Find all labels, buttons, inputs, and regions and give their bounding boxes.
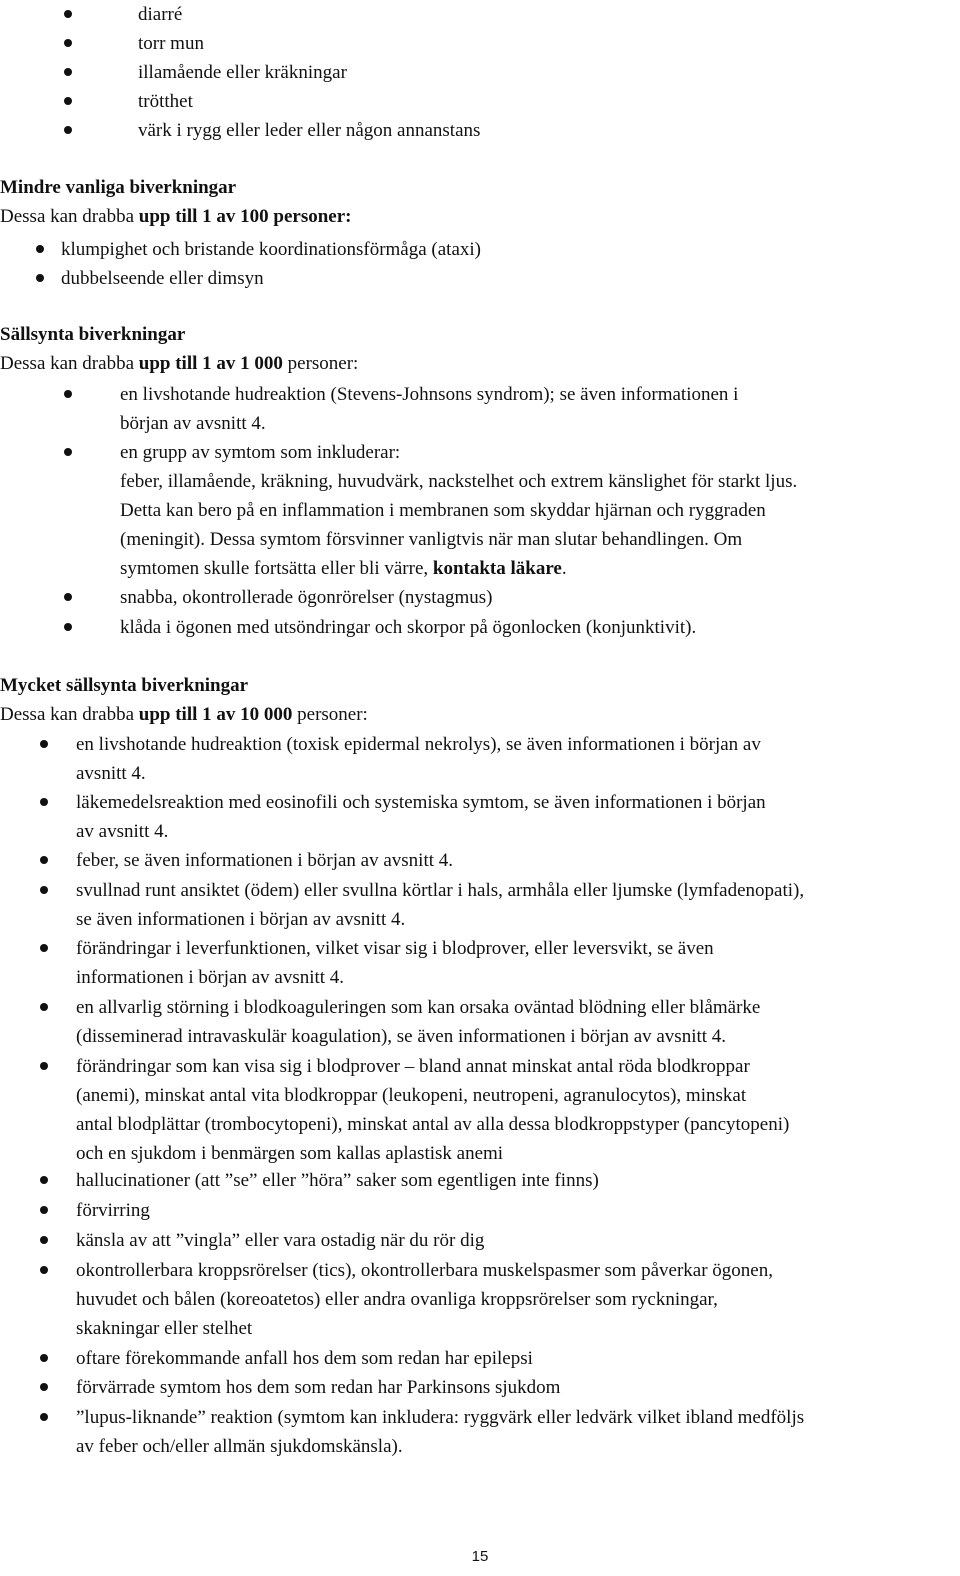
bullet — [40, 1206, 48, 1214]
very-rare-intro: Dessa kan drabba upp till 1 av 10 000 personer: — [0, 704, 368, 725]
page-number: 15 — [471, 1548, 489, 1565]
bullet — [40, 944, 48, 952]
rare-heading: Sällsynta biverkningar — [0, 324, 186, 345]
bullet — [40, 1003, 48, 1011]
bullet — [40, 1236, 48, 1244]
uncommon-heading: Mindre vanliga biverkningar — [0, 177, 237, 198]
bullet — [64, 68, 72, 76]
bullet — [64, 390, 72, 398]
bullet — [40, 740, 48, 748]
bullet — [64, 593, 72, 601]
bullet — [64, 97, 72, 105]
bullet — [36, 274, 44, 282]
bullet — [40, 1413, 48, 1421]
very-rare-heading: Mycket sällsynta biverkningar — [0, 675, 249, 696]
bullet — [40, 1354, 48, 1362]
bullet — [40, 856, 48, 864]
uncommon-intro: Dessa kan drabba upp till 1 av 100 personer: — [0, 206, 352, 227]
bullet — [64, 623, 72, 631]
bullet — [36, 245, 44, 253]
bullet — [64, 10, 72, 18]
bullet — [64, 448, 72, 456]
bullet — [40, 1062, 48, 1070]
bullet — [40, 886, 48, 894]
bullet — [40, 1383, 48, 1391]
bullet — [40, 1176, 48, 1184]
bullet — [40, 1266, 48, 1274]
bullet — [64, 39, 72, 47]
rare-intro: Dessa kan drabba upp till 1 av 1 000 personer: — [0, 353, 359, 374]
bullet — [40, 798, 48, 806]
bullet — [64, 126, 72, 134]
